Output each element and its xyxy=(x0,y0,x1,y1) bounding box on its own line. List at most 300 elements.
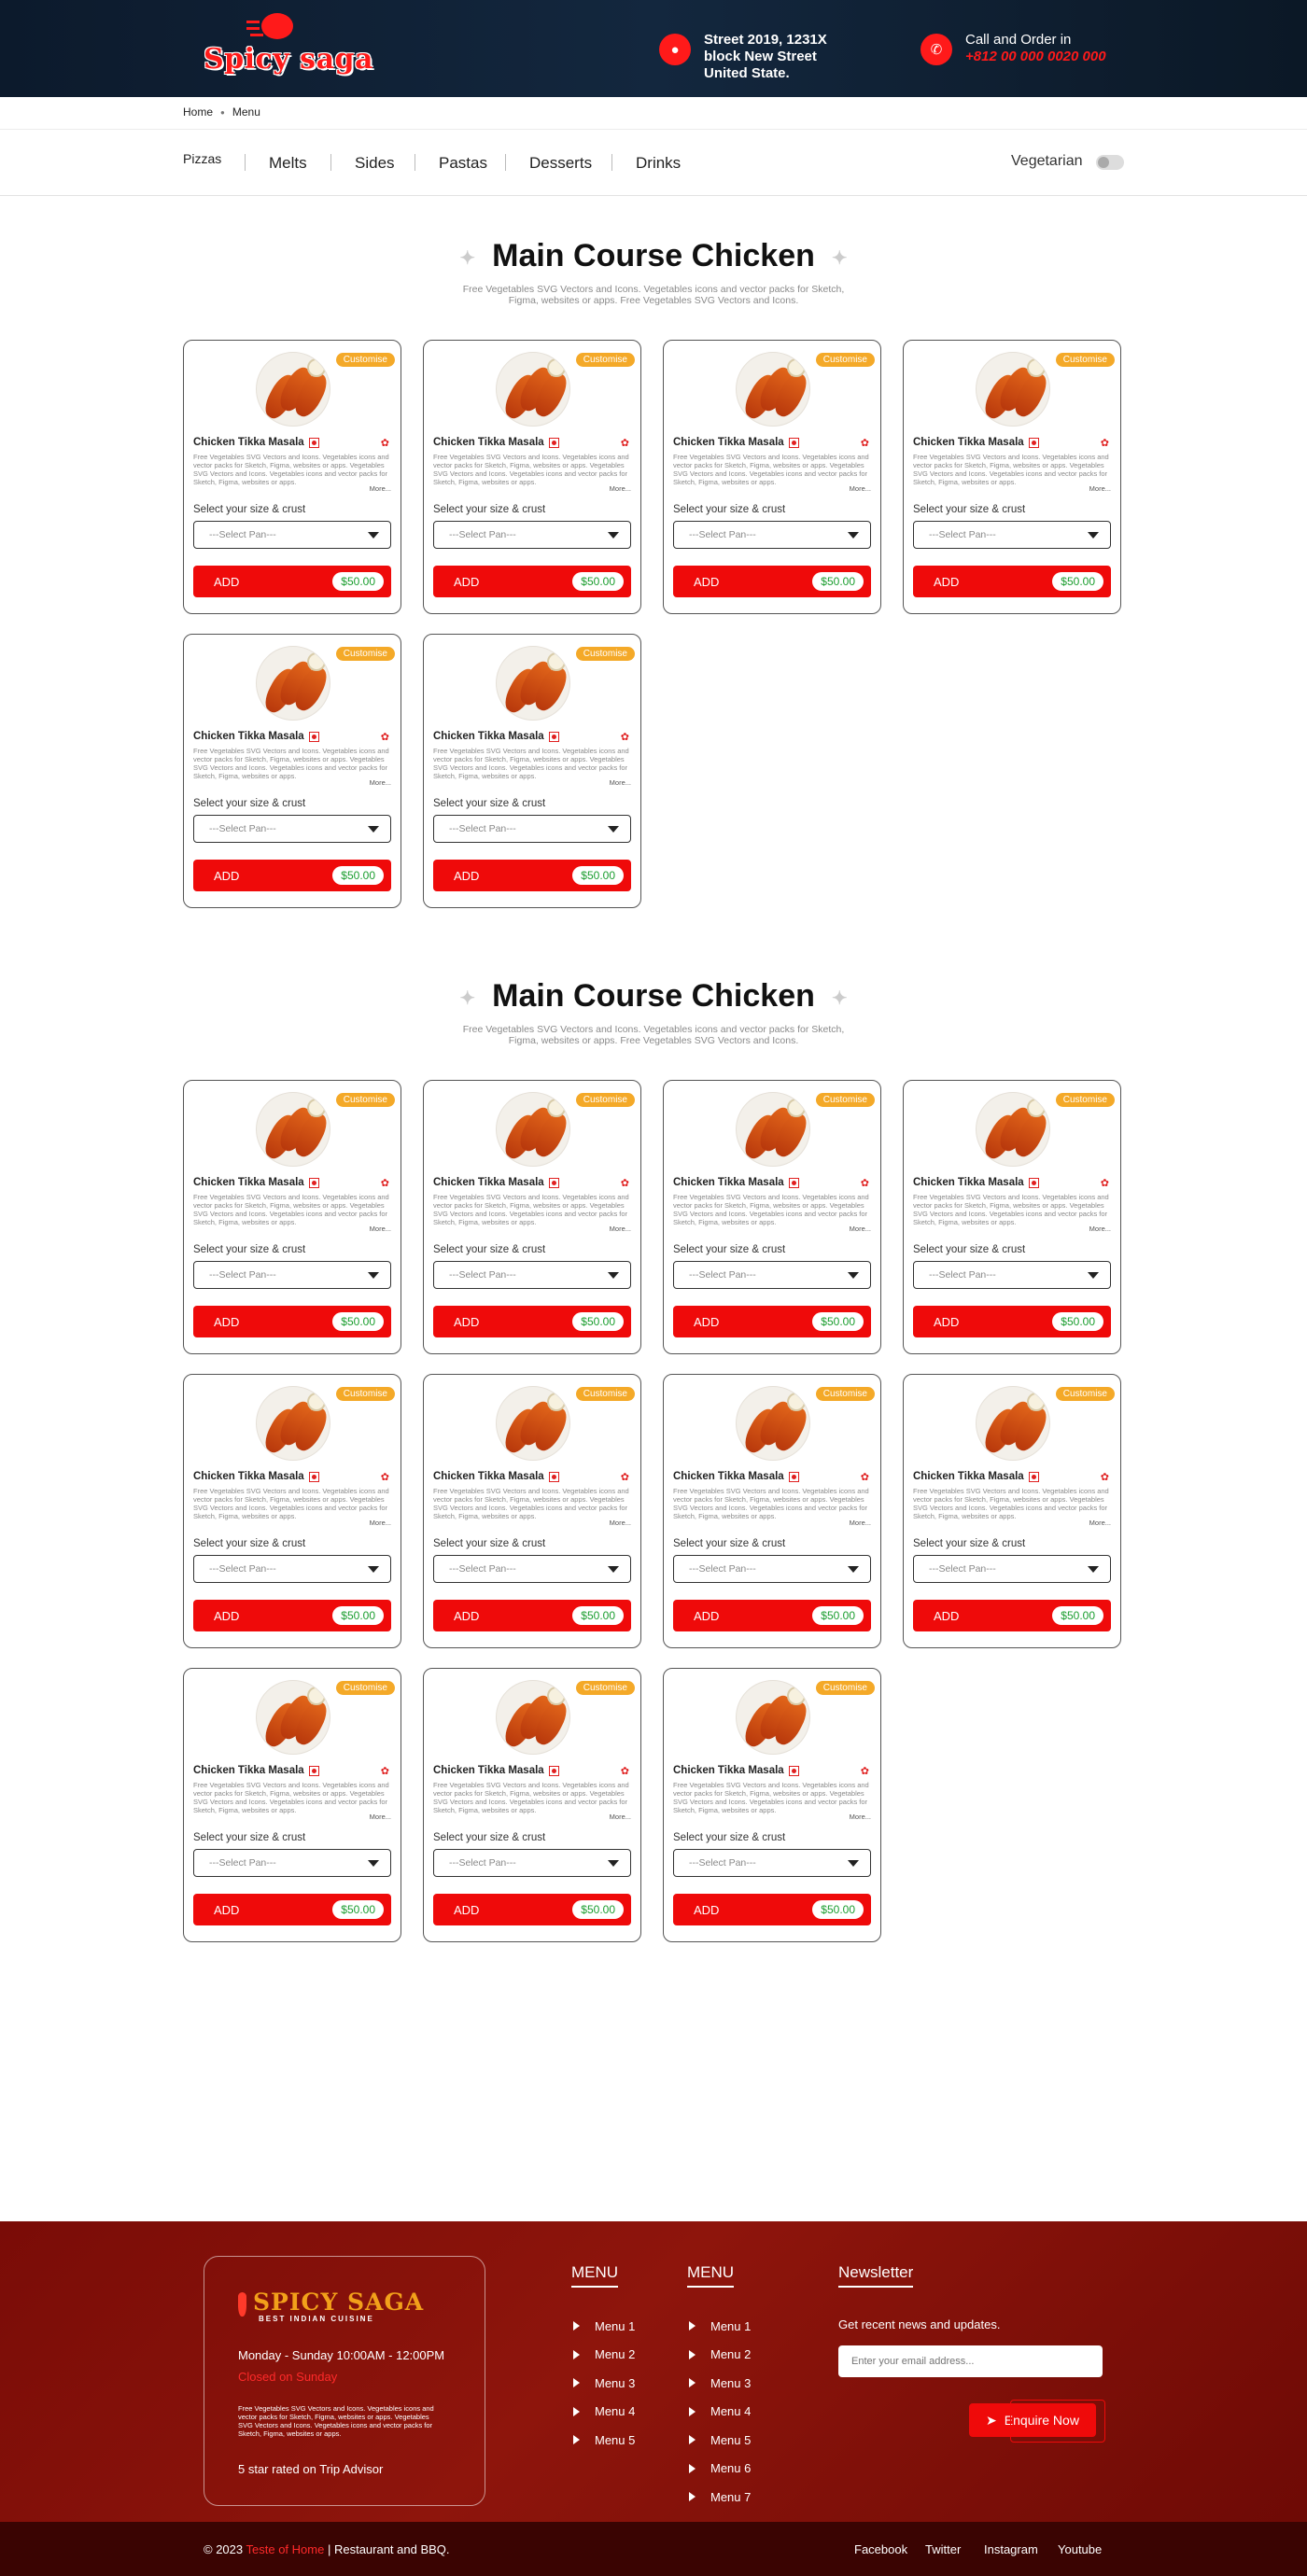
menu-card[interactable] xyxy=(423,1374,641,1648)
flame-logo-icon xyxy=(261,13,293,39)
price-badge: $50.00 xyxy=(572,1900,624,1919)
chevron-down-icon xyxy=(368,1566,379,1573)
chevron-down-icon xyxy=(368,826,379,833)
caret-right-icon xyxy=(689,2378,696,2387)
dish-image xyxy=(976,1092,1050,1167)
price-badge: $50.00 xyxy=(572,866,624,885)
customise-badge[interactable]: Customise xyxy=(1056,1093,1115,1107)
newsletter-email-input[interactable] xyxy=(838,2345,1103,2377)
nav-divider xyxy=(245,154,246,171)
dish-image xyxy=(496,1386,570,1461)
chevron-down-icon xyxy=(848,1860,859,1867)
customise-badge[interactable]: Customise xyxy=(816,1681,875,1695)
pan-select[interactable]: ---Select Pan--- xyxy=(673,521,871,549)
dish-description: Free Vegetables SVG Vectors and Icons. Vegetables icons and vector packs for Sketch, Figma, websites or apps. Vegetables SVG Vectors and Icons. Vegetables icons and vector packs for Sketch, Figma, websites or apps. xyxy=(673,1781,869,1814)
dish-title: Chicken Tikka Masala xyxy=(433,1177,559,1188)
chevron-down-icon xyxy=(1088,1566,1099,1573)
pan-select[interactable]: ---Select Pan--- xyxy=(673,1849,871,1877)
chili-spicy-icon: ✿ xyxy=(380,438,389,449)
dish-title: Chicken Tikka Masala xyxy=(673,1765,799,1776)
enquire-now-button[interactable]: ➤ Enquire Now xyxy=(969,2403,1096,2437)
menu-card[interactable] xyxy=(423,634,641,908)
dish-title: Chicken Tikka Masala xyxy=(193,437,319,448)
pan-select[interactable]: ---Select Pan--- xyxy=(193,1555,391,1583)
non-veg-mark-icon xyxy=(309,1472,319,1482)
fork-knife-icon: ✦ xyxy=(831,987,848,1009)
price-badge: $50.00 xyxy=(332,1312,384,1331)
size-crust-label: Select your size & crust xyxy=(433,1538,546,1549)
dish-image xyxy=(736,352,810,427)
non-veg-mark-icon xyxy=(549,732,559,742)
breadcrumb-menu: Menu xyxy=(232,105,260,119)
dish-title: Chicken Tikka Masala xyxy=(673,1177,799,1188)
customise-badge[interactable]: Customise xyxy=(816,353,875,367)
copyright: © 2023 Teste of Home | Restaurant and BBQ. xyxy=(204,2542,450,2556)
chili-spicy-icon: ✿ xyxy=(620,1472,629,1483)
footer-menu-item[interactable]: Menu 5 xyxy=(687,2426,751,2455)
add-button[interactable]: ADD $50.00 xyxy=(673,1894,871,1925)
add-button[interactable]: ADD $50.00 xyxy=(193,1894,391,1925)
footer-menu-heading: MENU xyxy=(687,2263,734,2288)
caret-right-icon xyxy=(573,2321,580,2331)
footer-menu-item[interactable]: Menu 3 xyxy=(571,2369,635,2398)
dish-title: Chicken Tikka Masala xyxy=(433,1471,559,1482)
dish-description: Free Vegetables SVG Vectors and Icons. Vegetables icons and vector packs for Sketch, Figma, websites or apps. Vegetables SVG Vectors and Icons. Vegetables icons and vector packs for Sketch, Figma, websites or apps. xyxy=(673,1193,869,1226)
pan-select[interactable]: ---Select Pan--- xyxy=(193,815,391,843)
menu-card[interactable] xyxy=(183,1668,401,1942)
dish-image xyxy=(496,352,570,427)
menu-card[interactable] xyxy=(183,1374,401,1648)
customise-badge[interactable]: Customise xyxy=(576,353,635,367)
category-drinks[interactable]: Drinks xyxy=(636,154,682,172)
dish-description: Free Vegetables SVG Vectors and Icons. Vegetables icons and vector packs for Sketch, Figma, websites or apps. Vegetables SVG Vectors and Icons. Vegetables icons and vector packs for Sketch, Figma, websites or apps. xyxy=(913,453,1109,486)
caret-right-icon xyxy=(689,2321,696,2331)
address-text: Street 2019, 1231X block New Street United State. xyxy=(704,32,827,81)
category-desserts[interactable]: Desserts xyxy=(529,154,593,172)
more-link[interactable]: More... xyxy=(849,1519,871,1527)
category-pastas[interactable]: Pastas xyxy=(439,154,487,172)
footer-description: Free Vegetables SVG Vectors and Icons. Vegetables icons and vector packs for Sketch, Figma, websites or apps. Vegetables SVG Vectors and Icons. Vegetables icons and vector packs for Sketch, Figma, websites or apps. xyxy=(238,2404,434,2438)
dish-description: Free Vegetables SVG Vectors and Icons. Vegetables icons and vector packs for Sketch, Figma, websites or apps. Vegetables SVG Vectors and Icons. Vegetables icons and vector packs for Sketch, Figma, websites or apps. xyxy=(433,1781,629,1814)
footer-menu-item[interactable]: Menu 1 xyxy=(571,2312,635,2341)
chili-spicy-icon: ✿ xyxy=(380,1472,389,1483)
pan-select[interactable]: ---Select Pan--- xyxy=(913,1261,1111,1289)
dish-description: Free Vegetables SVG Vectors and Icons. Vegetables icons and vector packs for Sketch, Figma, websites or apps. Vegetables SVG Vectors and Icons. Vegetables icons and vector packs for Sketch, Figma, websites or apps. xyxy=(433,1487,629,1520)
footer-logo-name: SPICY SAGA xyxy=(238,2289,424,2316)
dish-title: Chicken Tikka Masala xyxy=(673,437,799,448)
size-crust-label: Select your size & crust xyxy=(433,1244,546,1255)
dish-description: Free Vegetables SVG Vectors and Icons. Vegetables icons and vector packs for Sketch, Figma, websites or apps. Vegetables SVG Vectors and Icons. Vegetables icons and vector packs for Sketch, Figma, websites or apps. xyxy=(193,1193,389,1226)
size-crust-label: Select your size & crust xyxy=(433,504,546,515)
dish-title: Chicken Tikka Masala xyxy=(433,1765,559,1776)
customise-badge[interactable]: Customise xyxy=(576,647,635,661)
dish-title: Chicken Tikka Masala xyxy=(433,731,559,742)
dish-image xyxy=(256,352,330,427)
add-button[interactable]: ADD $50.00 xyxy=(193,860,391,891)
social-instagram[interactable]: Instagram xyxy=(984,2542,1038,2556)
size-crust-label: Select your size & crust xyxy=(673,504,786,515)
chevron-down-icon xyxy=(848,1566,859,1573)
menu-card[interactable] xyxy=(663,1668,881,1942)
add-button[interactable]: ADD $50.00 xyxy=(433,566,631,597)
menu-card[interactable] xyxy=(183,634,401,908)
vegetarian-toggle[interactable] xyxy=(1096,155,1124,170)
pan-select[interactable]: ---Select Pan--- xyxy=(433,1849,631,1877)
price-badge: $50.00 xyxy=(572,1606,624,1625)
pan-select[interactable]: ---Select Pan--- xyxy=(193,521,391,549)
customise-badge[interactable]: Customise xyxy=(576,1093,635,1107)
menu-card[interactable] xyxy=(663,340,881,614)
chili-spicy-icon: ✿ xyxy=(860,438,869,449)
dish-description: Free Vegetables SVG Vectors and Icons. Vegetables icons and vector packs for Sketch, Figma, websites or apps. Vegetables SVG Vectors and Icons. Vegetables icons and vector packs for Sketch, Figma, websites or apps. xyxy=(193,1487,389,1520)
section-title: ✦ Main Course Chicken ✦ xyxy=(459,238,848,273)
more-link[interactable]: More... xyxy=(609,484,631,493)
more-link[interactable]: More... xyxy=(1089,1225,1111,1233)
category-pizzas[interactable]: Pizzas xyxy=(183,151,222,166)
fork-knife-icon: ✦ xyxy=(831,247,848,269)
more-link[interactable]: More... xyxy=(609,1813,631,1821)
site-logo[interactable] xyxy=(204,11,373,82)
non-veg-mark-icon xyxy=(549,438,559,448)
fork-knife-icon: ✦ xyxy=(459,247,476,269)
chili-spicy-icon: ✿ xyxy=(1100,1178,1109,1189)
pan-select[interactable]: ---Select Pan--- xyxy=(673,1261,871,1289)
more-link[interactable]: More... xyxy=(849,1813,871,1821)
toggle-knob xyxy=(1098,157,1109,168)
size-crust-label: Select your size & crust xyxy=(913,1538,1026,1549)
more-link[interactable]: More... xyxy=(849,1225,871,1233)
add-button[interactable]: ADD $50.00 xyxy=(673,1600,871,1631)
chevron-down-icon xyxy=(368,532,379,539)
price-badge: $50.00 xyxy=(812,572,864,591)
chili-spicy-icon: ✿ xyxy=(1100,1472,1109,1483)
menu-card[interactable] xyxy=(423,340,641,614)
caret-right-icon xyxy=(689,2435,696,2444)
caret-right-icon xyxy=(689,2464,696,2473)
non-veg-mark-icon xyxy=(1029,1178,1039,1188)
logo-text: Spicy saga xyxy=(204,43,373,76)
add-button[interactable]: ADD $50.00 xyxy=(913,566,1111,597)
size-crust-label: Select your size & crust xyxy=(673,1244,786,1255)
price-badge: $50.00 xyxy=(332,572,384,591)
breadcrumb-separator-icon: ● xyxy=(220,107,225,117)
price-badge: $50.00 xyxy=(812,1900,864,1919)
chili-spicy-icon: ✿ xyxy=(620,1766,629,1777)
chevron-down-icon xyxy=(848,1272,859,1279)
non-veg-mark-icon xyxy=(549,1178,559,1188)
site-footer xyxy=(0,2221,1307,2522)
footer-menu-item[interactable]: Menu 1 xyxy=(687,2312,751,2341)
non-veg-mark-icon xyxy=(549,1472,559,1482)
size-crust-label: Select your size & crust xyxy=(673,1538,786,1549)
footer-menu-heading: MENU xyxy=(571,2263,618,2288)
dish-description: Free Vegetables SVG Vectors and Icons. Vegetables icons and vector packs for Sketch, Figma, websites or apps. Vegetables SVG Vectors and Icons. Vegetables icons and vector packs for Sketch, Figma, websites or apps. xyxy=(913,1193,1109,1226)
menu-card[interactable] xyxy=(183,340,401,614)
category-sides[interactable]: Sides xyxy=(355,154,395,172)
more-link[interactable]: More... xyxy=(609,1225,631,1233)
send-icon: ➤ xyxy=(986,2412,997,2428)
caret-right-icon xyxy=(573,2350,580,2359)
caret-right-icon xyxy=(573,2378,580,2387)
social-youtube[interactable]: Youtube xyxy=(1058,2542,1103,2556)
opening-hours: Monday - Sunday 10:00AM - 12:00PM xyxy=(238,2348,445,2362)
size-crust-label: Select your size & crust xyxy=(913,504,1026,515)
menu-card[interactable] xyxy=(663,1080,881,1354)
dish-image xyxy=(256,646,330,721)
customise-badge[interactable]: Customise xyxy=(336,1093,395,1107)
phone-icon: ✆ xyxy=(921,34,952,65)
non-veg-mark-icon xyxy=(309,1766,319,1776)
menu-card[interactable] xyxy=(423,1080,641,1354)
size-crust-label: Select your size & crust xyxy=(193,798,306,809)
customise-badge[interactable]: Customise xyxy=(336,1387,395,1401)
add-button[interactable]: ADD $50.00 xyxy=(673,1306,871,1337)
non-veg-mark-icon xyxy=(789,1766,799,1776)
add-button[interactable]: ADD $50.00 xyxy=(193,566,391,597)
add-button[interactable]: ADD $50.00 xyxy=(913,1600,1111,1631)
chevron-down-icon xyxy=(368,1272,379,1279)
caret-right-icon xyxy=(573,2435,580,2444)
size-crust-label: Select your size & crust xyxy=(673,1832,786,1843)
footer-logo-tagline: BEST INDIAN CUISINE xyxy=(259,2315,374,2323)
price-badge: $50.00 xyxy=(572,1312,624,1331)
category-melts[interactable]: Melts xyxy=(269,154,307,172)
dish-description: Free Vegetables SVG Vectors and Icons. Vegetables icons and vector packs for Sketch, Figma, websites or apps. Vegetables SVG Vectors and Icons. Vegetables icons and vector packs for Sketch, Figma, websites or apps. xyxy=(673,1487,869,1520)
pan-select[interactable]: ---Select Pan--- xyxy=(433,1261,631,1289)
caret-right-icon xyxy=(689,2407,696,2416)
pan-select[interactable]: ---Select Pan--- xyxy=(673,1555,871,1583)
dish-description: Free Vegetables SVG Vectors and Icons. Vegetables icons and vector packs for Sketch, Figma, websites or apps. Vegetables SVG Vectors and Icons. Vegetables icons and vector packs for Sketch, Figma, websites or apps. xyxy=(193,747,389,780)
non-veg-mark-icon xyxy=(789,1472,799,1482)
location-pin-icon: ● xyxy=(659,34,691,65)
trip-advisor-rating: 5 star rated on Trip Advisor xyxy=(238,2462,384,2476)
pan-select[interactable]: ---Select Pan--- xyxy=(433,815,631,843)
chili-spicy-icon: ✿ xyxy=(620,1178,629,1189)
footer-menu-item[interactable]: Menu 6 xyxy=(687,2455,751,2484)
more-link[interactable]: More... xyxy=(369,1813,391,1821)
footer-menu-item[interactable]: Menu 3 xyxy=(687,2369,751,2398)
footer-menu-item[interactable]: Menu 4 xyxy=(571,2398,635,2427)
caret-right-icon xyxy=(689,2492,696,2501)
customise-badge[interactable]: Customise xyxy=(1056,353,1115,367)
dish-image xyxy=(496,646,570,721)
add-button[interactable]: ADD $50.00 xyxy=(433,1600,631,1631)
more-link[interactable]: More... xyxy=(369,778,391,787)
customise-badge[interactable]: Customise xyxy=(1056,1387,1115,1401)
price-badge: $50.00 xyxy=(332,866,384,885)
header-address xyxy=(659,32,863,82)
dish-title: Chicken Tikka Masala xyxy=(433,437,559,448)
nav-divider xyxy=(330,154,331,171)
more-link[interactable]: More... xyxy=(369,1225,391,1233)
chevron-down-icon xyxy=(608,1860,619,1867)
menu-card[interactable] xyxy=(903,340,1121,614)
dish-description: Free Vegetables SVG Vectors and Icons. Vegetables icons and vector packs for Sketch, Figma, websites or apps. Vegetables SVG Vectors and Icons. Vegetables icons and vector packs for Sketch, Figma, websites or apps. xyxy=(433,747,629,780)
dish-description: Free Vegetables SVG Vectors and Icons. Vegetables icons and vector packs for Sketch, Figma, websites or apps. Vegetables SVG Vectors and Icons. Vegetables icons and vector packs for Sketch, Figma, websites or apps. xyxy=(433,1193,629,1226)
customise-badge[interactable]: Customise xyxy=(816,1387,875,1401)
size-crust-label: Select your size & crust xyxy=(193,1244,306,1255)
caret-right-icon xyxy=(573,2407,580,2416)
price-badge: $50.00 xyxy=(332,1606,384,1625)
vegetarian-label: Vegetarian xyxy=(1011,153,1083,169)
non-veg-mark-icon xyxy=(789,1178,799,1188)
size-crust-label: Select your size & crust xyxy=(193,1832,306,1843)
chili-spicy-icon: ✿ xyxy=(620,438,629,449)
footer-menu-item[interactable]: Menu 7 xyxy=(687,2483,751,2512)
non-veg-mark-icon xyxy=(1029,438,1039,448)
chevron-down-icon xyxy=(1088,532,1099,539)
menu-card[interactable] xyxy=(903,1374,1121,1648)
size-crust-label: Select your size & crust xyxy=(913,1244,1026,1255)
add-button[interactable]: ADD $50.00 xyxy=(433,1894,631,1925)
dish-description: Free Vegetables SVG Vectors and Icons. Vegetables icons and vector packs for Sketch, Figma, websites or apps. Vegetables SVG Vectors and Icons. Vegetables icons and vector packs for Sketch, Figma, websites or apps. xyxy=(673,453,869,486)
closed-notice: Closed on Sunday xyxy=(238,2370,338,2384)
chili-spicy-icon: ✿ xyxy=(380,1178,389,1189)
footer-menu-item[interactable]: Menu 2 xyxy=(571,2341,635,2370)
chili-spicy-icon: ✿ xyxy=(860,1472,869,1483)
pan-select[interactable]: ---Select Pan--- xyxy=(913,1555,1111,1583)
dish-description: Free Vegetables SVG Vectors and Icons. Vegetables icons and vector packs for Sketch, Figma, websites or apps. Vegetables SVG Vectors and Icons. Vegetables icons and vector packs for Sketch, Figma, websites or apps. xyxy=(193,453,389,486)
chili-spicy-icon: ✿ xyxy=(860,1178,869,1189)
dish-title: Chicken Tikka Masala xyxy=(193,1471,319,1482)
pan-select[interactable]: ---Select Pan--- xyxy=(433,1555,631,1583)
add-button[interactable]: ADD $50.00 xyxy=(913,1306,1111,1337)
dish-title: Chicken Tikka Masala xyxy=(193,1765,319,1776)
more-link[interactable]: More... xyxy=(369,484,391,493)
more-link[interactable]: More... xyxy=(609,1519,631,1527)
chili-spicy-icon: ✿ xyxy=(1100,438,1109,449)
footer-menu-item[interactable]: Menu 5 xyxy=(571,2426,635,2455)
footer-menu-list xyxy=(687,2312,751,2512)
menu-card[interactable] xyxy=(663,1374,881,1648)
chevron-down-icon xyxy=(608,826,619,833)
add-button[interactable]: ADD $50.00 xyxy=(193,1306,391,1337)
dish-image xyxy=(736,1386,810,1461)
customise-badge[interactable]: Customise xyxy=(336,647,395,661)
dish-title: Chicken Tikka Masala xyxy=(913,1177,1039,1188)
more-link[interactable]: More... xyxy=(369,1519,391,1527)
section-title: ✦ Main Course Chicken ✦ xyxy=(459,978,848,1014)
more-link[interactable]: More... xyxy=(609,778,631,787)
caret-right-icon xyxy=(689,2350,696,2359)
dish-image xyxy=(256,1386,330,1461)
chevron-down-icon xyxy=(608,1566,619,1573)
add-button[interactable]: ADD $50.00 xyxy=(433,860,631,891)
non-veg-mark-icon xyxy=(309,438,319,448)
customise-badge[interactable]: Customise xyxy=(816,1093,875,1107)
copyright-brand-link[interactable]: Teste of Home xyxy=(246,2542,325,2556)
call-label: Call and Order in xyxy=(965,32,1072,48)
customise-badge[interactable]: Customise xyxy=(576,1387,635,1401)
dish-title: Chicken Tikka Masala xyxy=(193,731,319,742)
pan-select[interactable]: ---Select Pan--- xyxy=(913,521,1111,549)
social-twitter[interactable]: Twitter xyxy=(925,2542,962,2556)
footer-menu-column xyxy=(571,2263,635,2455)
price-badge: $50.00 xyxy=(572,572,624,591)
price-badge: $50.00 xyxy=(1052,1606,1103,1625)
newsletter xyxy=(838,2263,913,2288)
chili-spicy-icon: ✿ xyxy=(380,732,389,743)
dish-title: Chicken Tikka Masala xyxy=(913,437,1039,448)
newsletter-text: Get recent news and updates. xyxy=(838,2317,1001,2331)
fork-knife-icon: ✦ xyxy=(459,987,476,1009)
customise-badge[interactable]: Customise xyxy=(336,1681,395,1695)
dish-description: Free Vegetables SVG Vectors and Icons. Vegetables icons and vector packs for Sketch, Figma, websites or apps. Vegetables SVG Vectors and Icons. Vegetables icons and vector packs for Sketch, Figma, websites or apps. xyxy=(433,453,629,486)
chevron-down-icon xyxy=(848,532,859,539)
dish-image xyxy=(736,1092,810,1167)
non-veg-mark-icon xyxy=(309,732,319,742)
header-call xyxy=(921,32,1106,65)
breadcrumb-home[interactable]: Home xyxy=(183,105,214,119)
menu-card[interactable] xyxy=(423,1668,641,1942)
more-link[interactable]: More... xyxy=(1089,1519,1111,1527)
dish-description: Free Vegetables SVG Vectors and Icons. Vegetables icons and vector packs for Sketch, Figma, websites or apps. Vegetables SVG Vectors and Icons. Vegetables icons and vector packs for Sketch, Figma, websites or apps. xyxy=(193,1781,389,1814)
dish-image xyxy=(256,1680,330,1755)
size-crust-label: Select your size & crust xyxy=(193,504,306,515)
footer-menu-item[interactable]: Menu 4 xyxy=(687,2398,751,2427)
dish-image xyxy=(496,1680,570,1755)
chevron-down-icon xyxy=(368,1860,379,1867)
price-badge: $50.00 xyxy=(1052,1312,1103,1331)
add-button[interactable]: ADD $50.00 xyxy=(193,1600,391,1631)
chevron-down-icon xyxy=(608,1272,619,1279)
site-header xyxy=(0,0,1307,97)
dish-description: Free Vegetables SVG Vectors and Icons. Vegetables icons and vector packs for Sketch, Figma, websites or apps. Vegetables SVG Vectors and Icons. Vegetables icons and vector packs for Sketch, Figma, websites or apps. xyxy=(913,1487,1109,1520)
dish-title: Chicken Tikka Masala xyxy=(913,1471,1039,1482)
social-facebook[interactable]: Facebook xyxy=(854,2542,908,2556)
price-badge: $50.00 xyxy=(812,1312,864,1331)
chevron-down-icon xyxy=(1088,1272,1099,1279)
customise-badge[interactable]: Customise xyxy=(336,353,395,367)
dish-image xyxy=(496,1092,570,1167)
non-veg-mark-icon xyxy=(549,1766,559,1776)
price-badge: $50.00 xyxy=(1052,572,1103,591)
chevron-down-icon xyxy=(608,532,619,539)
more-link[interactable]: More... xyxy=(849,484,871,493)
section-description: Free Vegetables SVG Vectors and Icons. Vegetables icons and vector packs for Sketch, Figma, websites or apps. Free Vegetables SVG Vectors and Icons. xyxy=(462,1024,845,1046)
add-button[interactable]: ADD $50.00 xyxy=(433,1306,631,1337)
menu-card[interactable] xyxy=(903,1080,1121,1354)
dish-image xyxy=(976,352,1050,427)
menu-card[interactable] xyxy=(183,1080,401,1354)
non-veg-mark-icon xyxy=(309,1178,319,1188)
footer-menu-item[interactable]: Menu 2 xyxy=(687,2341,751,2370)
dish-image xyxy=(736,1680,810,1755)
add-button[interactable]: ADD $50.00 xyxy=(673,566,871,597)
pan-select[interactable]: ---Select Pan--- xyxy=(433,521,631,549)
chili-spicy-icon: ✿ xyxy=(380,1766,389,1777)
category-nav xyxy=(0,129,1307,196)
newsletter-heading: Newsletter xyxy=(838,2263,913,2288)
footer-info-card xyxy=(204,2256,485,2506)
dish-title: Chicken Tikka Masala xyxy=(673,1471,799,1482)
pan-select[interactable]: ---Select Pan--- xyxy=(193,1261,391,1289)
footer-menu-column xyxy=(687,2263,751,2512)
dish-title: Chicken Tikka Masala xyxy=(193,1177,319,1188)
dish-image xyxy=(256,1092,330,1167)
more-link[interactable]: More... xyxy=(1089,484,1111,493)
customise-badge[interactable]: Customise xyxy=(576,1681,635,1695)
section-description: Free Vegetables SVG Vectors and Icons. Vegetables icons and vector packs for Sketch, Figma, websites or apps. Free Vegetables SVG Vectors and Icons. xyxy=(462,284,845,306)
pan-select[interactable]: ---Select Pan--- xyxy=(193,1849,391,1877)
dish-image xyxy=(976,1386,1050,1461)
price-badge: $50.00 xyxy=(332,1900,384,1919)
phone-number[interactable]: +812 00 000 0020 000 xyxy=(965,49,1106,64)
chili-spicy-icon: ✿ xyxy=(860,1766,869,1777)
footer-menu-list xyxy=(571,2312,635,2455)
footer-logo[interactable] xyxy=(238,2289,424,2323)
size-crust-label: Select your size & crust xyxy=(433,798,546,809)
